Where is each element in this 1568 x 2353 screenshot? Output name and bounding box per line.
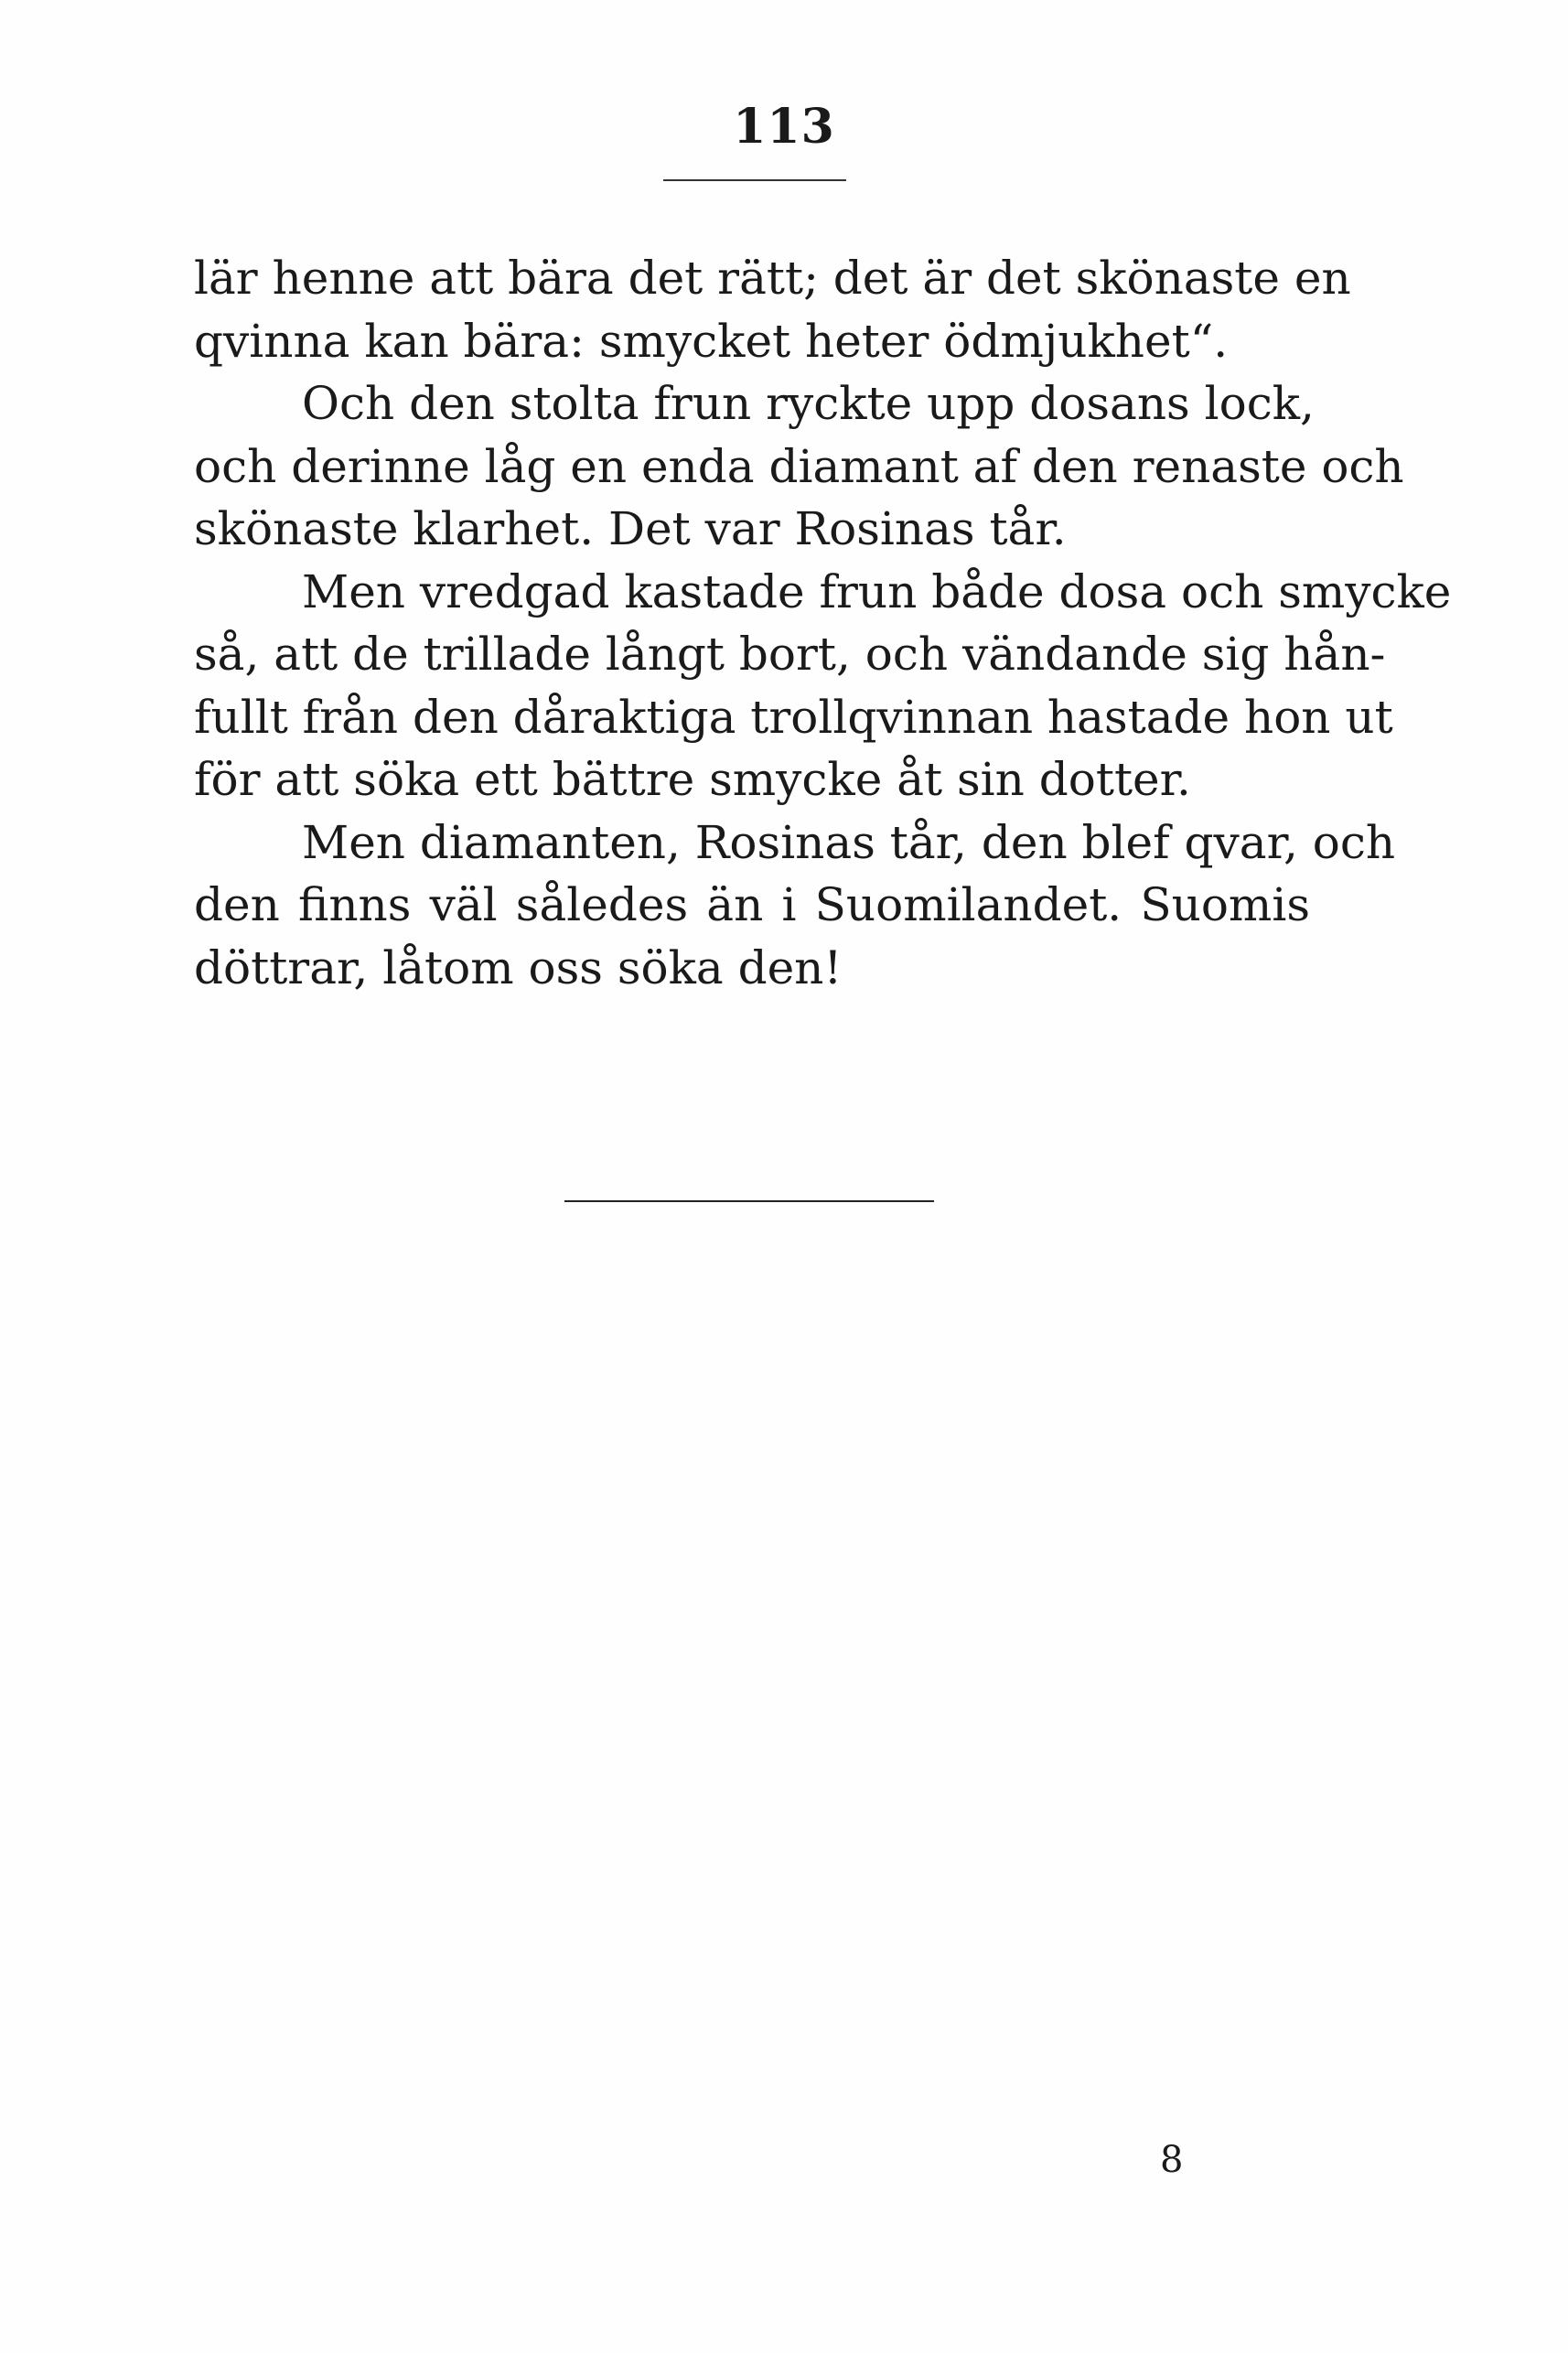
text-line: och derinne låg en enda diamant af den renaste och <box>194 439 1404 493</box>
text-line: döttrar, låtom oss söka den! <box>194 940 843 994</box>
page-number: 113 <box>733 99 835 155</box>
text-line: lär henne att bära det rätt; det är det skönaste en <box>194 252 1351 305</box>
text-line: Men diamanten, Rosinas tår, den blef qvar, och <box>302 815 1396 869</box>
body-text <box>194 247 1452 999</box>
text-line: så, att de trillade långt bort, och vändande sig hån- <box>194 628 1386 681</box>
text-line: den finns väl således än i Suomilandet. Suomis <box>194 878 1310 931</box>
header-rule <box>663 179 846 181</box>
text-line: för att söka ett bättre smycke åt sin dotter. <box>194 753 1191 806</box>
text-line: skönaste klarhet. Det var Rosinas tår. <box>194 502 1067 555</box>
end-rule <box>564 1200 934 1202</box>
text-line: qvinna kan bära: smycket heter ödmjukhet“. <box>194 314 1229 368</box>
text-line: Och den stolta frun ryckte upp dosans lock, <box>302 377 1315 430</box>
text-line: Men vredgad kastade frun både dosa och smycke <box>302 564 1452 618</box>
signature-mark: 8 <box>1160 2139 1184 2181</box>
text-line: fullt från den dåraktiga trollqvinnan hastade hon ut <box>194 690 1393 744</box>
